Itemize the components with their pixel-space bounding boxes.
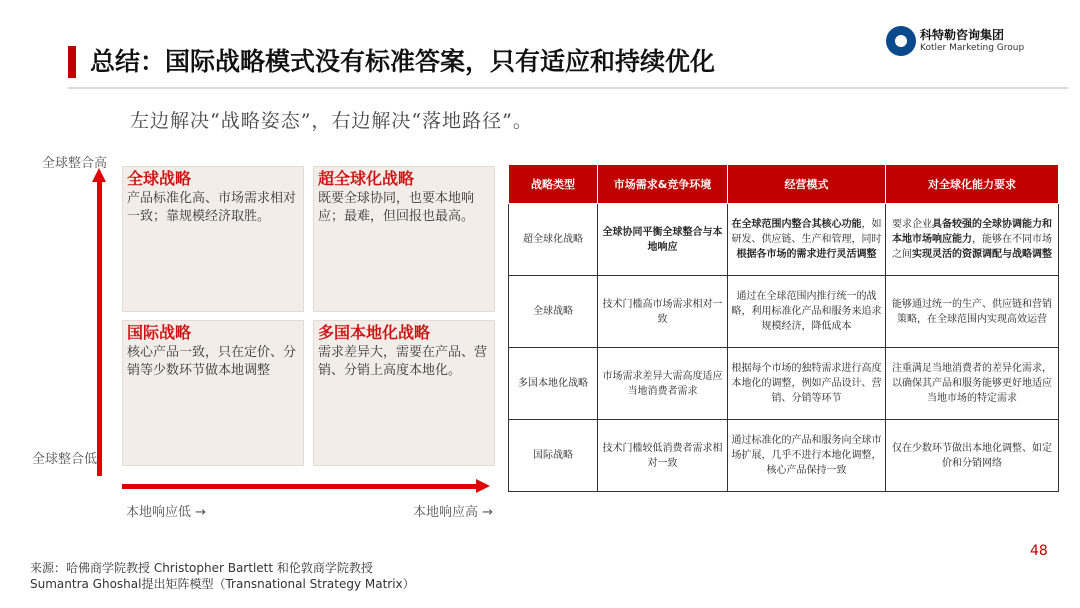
text: 通过在全球范围内推行统一的战略，利用标准化产品和服务来追求规模经济，降低成本 xyxy=(731,291,882,332)
cell-requirement xyxy=(886,348,1059,420)
page-title: 总结：国际战略模式没有标准答案，只有适应和持续优化 xyxy=(90,47,716,76)
quadrant-description: 产品标准化高、市场需求相对一致；靠规模经济取胜。 xyxy=(127,191,297,224)
cell-requirement xyxy=(886,204,1059,276)
text: 仅在少数环节做出本地化调整、如定价和分销网络 xyxy=(892,442,1052,469)
cell-strategy-type: 超全球化战略 xyxy=(509,204,598,276)
quadrant-title: 国际战略 xyxy=(127,323,192,342)
table-row xyxy=(509,420,1059,492)
bold-text: 在全球范围内整合其核心功能 xyxy=(731,219,862,230)
y-axis-low-label: 全球整合低 xyxy=(32,452,98,467)
logo-name-cn: 科特勒咨询集团 xyxy=(920,28,1005,42)
quadrant-description: 需求差异大，需要在产品、营销、分销上高度本地化。 xyxy=(318,345,488,378)
table-row xyxy=(509,348,1059,420)
quadrant-title: 超全球化战略 xyxy=(318,169,415,188)
company-logo xyxy=(886,26,1025,56)
bold-text: 具备较强的全球协调能力和本地市场响应能力 xyxy=(892,219,1052,245)
table-header-row xyxy=(509,165,1059,204)
quadrant-international-strategy xyxy=(122,320,304,466)
x-axis-line xyxy=(122,484,476,489)
quadrant-description: 既要全球协同，也要本地响应；最难，但回报也最高。 xyxy=(318,191,475,224)
x-axis-low-label: 本地响应低 → xyxy=(126,505,207,520)
logo-icon xyxy=(886,26,916,56)
y-axis-line xyxy=(97,180,102,476)
bold-text: 根据各市场的需求进行灵活调整 xyxy=(736,249,877,260)
text: 根据每个市场的独特需求进行高度本地化的调整，例如产品设计、营销、分销等环节 xyxy=(731,363,882,404)
title-accent-bar xyxy=(68,46,76,78)
text: 通过标准化的产品和服务向全球市场扩展，几乎不进行本地化调整，核心产品保持一致 xyxy=(731,435,882,476)
cell-market: 技术门槛较低消费者需求相对一致 xyxy=(598,420,728,492)
header-market-environment: 市场需求&竞争环境 xyxy=(598,165,728,204)
bold-text: 实现灵活的资源调配与战略调整 xyxy=(912,249,1052,260)
text: 能够通过统一的生产、供应链和营销策略，在全球范围内实现高效运营 xyxy=(892,298,1052,325)
quadrant-description: 核心产品一致，只在定价、分销等少数环节做本地调整 xyxy=(127,345,297,378)
strategy-table xyxy=(508,164,1059,492)
cell-strategy-type: 国际战略 xyxy=(509,420,598,492)
cell-mode xyxy=(728,420,886,492)
cell-strategy-type: 全球战略 xyxy=(509,276,598,348)
page-subtitle: 左边解决“战略姿态”，右边解决“落地路径”。 xyxy=(130,110,533,132)
quadrant-global-strategy xyxy=(122,166,304,312)
quadrant-title: 多国本地化战略 xyxy=(318,323,431,342)
x-axis-high-label: 本地响应高 → xyxy=(413,505,494,520)
quadrant-multidomestic-strategy xyxy=(313,320,495,466)
cell-strategy-type: 多国本地化战略 xyxy=(509,348,598,420)
cell-mode xyxy=(728,348,886,420)
cell-requirement xyxy=(886,276,1059,348)
text: 要求企业 xyxy=(892,219,932,230)
header-capability-requirement: 对全球化能力要求 xyxy=(886,165,1059,204)
cell-market: 技术门槛高市场需求相对一致 xyxy=(598,276,728,348)
logo-name-en: Kotler Marketing Group xyxy=(920,43,1025,53)
title-divider xyxy=(68,87,1068,89)
source-note xyxy=(30,560,415,592)
cell-market: 市场需求差异大需高度适应当地消费者需求 xyxy=(598,348,728,420)
source-line: Sumantra Ghoshal提出矩阵模型（Transnational Strategy Matrix） xyxy=(30,577,415,591)
x-axis-arrow-icon xyxy=(476,479,490,493)
source-line: 来源：哈佛商学院教授 Christopher Bartlett 和伦敦商学院教授 xyxy=(30,561,373,575)
text: ，能够在不同市场之间 xyxy=(892,234,1052,260)
cell-requirement xyxy=(886,420,1059,492)
table-row xyxy=(509,276,1059,348)
page-number: 48 xyxy=(1030,543,1048,559)
y-axis-high-label: 全球整合高 xyxy=(42,156,108,171)
header-strategy-type: 战略类型 xyxy=(509,165,598,204)
quadrant-title: 全球战略 xyxy=(127,169,192,188)
cell-mode xyxy=(728,204,886,276)
cell-market: 全球协同平衡全球整合与本地响应 xyxy=(598,204,728,276)
quadrant-transnational-strategy xyxy=(313,166,495,312)
header-operating-mode: 经营模式 xyxy=(728,165,886,204)
cell-mode xyxy=(728,276,886,348)
text: ，如研发、供应链、生产和管理，同时 xyxy=(731,219,882,245)
text: 注重满足当地消费者的差异化需求，以确保其产品和服务能够更好地适应当地市场的特定需求 xyxy=(892,363,1052,404)
table-row xyxy=(509,204,1059,276)
